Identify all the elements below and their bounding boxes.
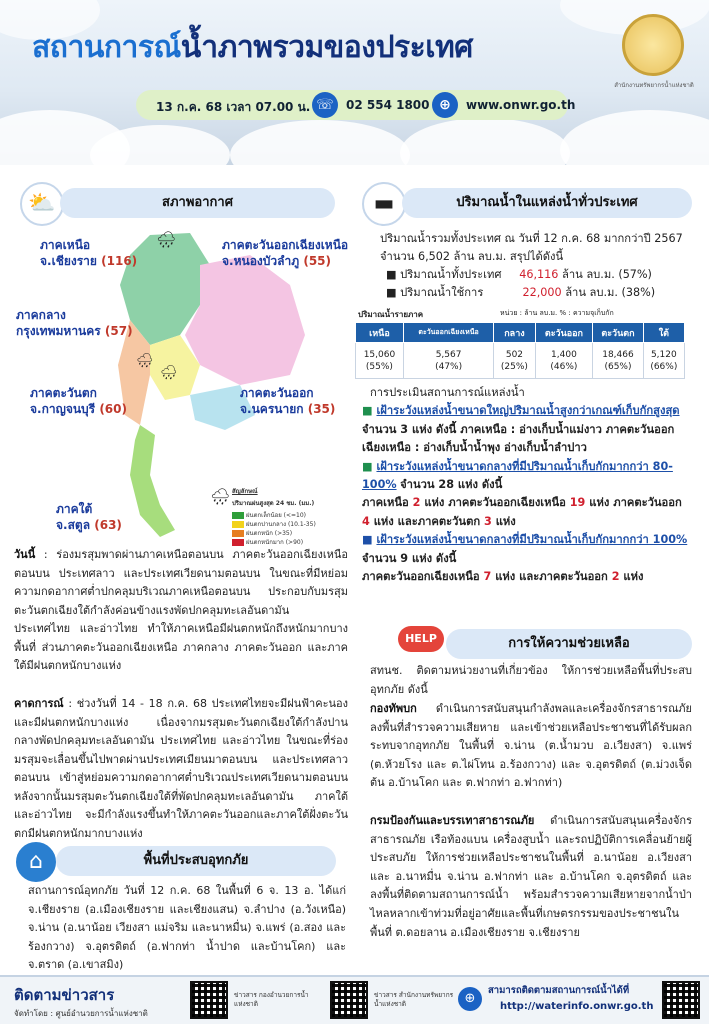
map-south xyxy=(130,425,175,537)
phone-icon: ☏ xyxy=(312,92,338,118)
table-cell: 1,400 (46%) xyxy=(535,343,593,379)
watch-medium-80: ■ เฝ้าระวังแหล่งน้ำขนาดกลางที่มีปริมาณน้ำเก็บกักมากกว่า 80-100% จำนวน 28 แห่ง ดังนี้ xyxy=(362,459,673,492)
table-cell: 18,466 (65%) xyxy=(593,343,643,379)
qr-code-onwr[interactable] xyxy=(330,981,368,1019)
table-caption: ปริมาณน้ำรายภาค xyxy=(358,310,424,319)
watch-large-reservoirs: ■ เฝ้าระวังแหล่งน้ำขนาดใหญ่ปริมาณน้ำสูงกว่าเกณฑ์เก็บกักสูงสุด จำนวน 3 แห่ง ดังนี้ ภาคเหนือ : อ่างเก็บน้ำแม่งาว ภาคตะวันออกเฉียงเหนือ : อ่างเก็บน้ำน้ำพุง อ่างเก็บน้ำลำปาว xyxy=(362,404,680,455)
info-bar xyxy=(136,90,576,120)
map-label-south: ภาคใต้ จ.สตูล (63) xyxy=(56,502,122,532)
weather-forecast-text: คาดการณ์ : ช่วงวันที่ 14 - 18 ก.ค. 68 ประเทศไทยจะมีฝนฟ้าคะนอง และมีฝนตกหนักบางแห่ง เนื่องจากมรสุมตะวันตกเฉียงใต้กำลังปานกลางพัดปกคลุมทะเลอันดามัน ประเทศไทย และอ่าวไทย ในขณะที่ร่องมรสุมจะเลื่อนขึ้นไปพาดผ่านประเทศเมียนมาตอนบน และประเทศลาวตอนบน เข้าสู่หย่อมความกดอากาศต่ำบริเวณประเทศเวียดนามตอนบน หลังจากนั้นมรสุมตะวันตกเฉียงใต้ที่พัดปกคลุมทะเลอันดามัน ภาคใต้ และอ่าวไทย จะมีกำลังแรงขึ้นทำให้ภาคตะวันออกและภาคใต้ฝั่งตะวันตกมีฝนตกหนักมากบางแห่ง xyxy=(14,697,348,840)
globe-icon: ⊕ xyxy=(458,987,482,1011)
map-label-west: ภาคตะวันตก จ.กาญจนบุรี (60) xyxy=(30,386,127,416)
rain-legend xyxy=(232,486,352,546)
watch-medium-80-detail: ภาคเหนือ 2 แห่ง ภาคตะวันออกเฉียงเหนือ 19 แห่ง ภาคตะวันออก 4 แห่ง และภาคตะวันตก 3 แห่ง xyxy=(362,496,682,528)
globe-icon: ⊕ xyxy=(432,92,458,118)
footer-follow: ติดตามข่าวสาร xyxy=(14,986,115,1004)
rain-cloud-icon: 🌧 xyxy=(160,365,178,381)
map-label-northeast: ภาคตะวันออกเฉียงเหนือ จ.หนองบัวลำภู (55) xyxy=(222,238,349,268)
table-header: เหนือ xyxy=(356,323,404,343)
regional-water-table xyxy=(355,322,685,379)
legend-row: ฝนตกปานกลาง (10.1-35) xyxy=(232,519,352,527)
date-time: 13 ก.ค. 68 เวลา 07.00 น. xyxy=(156,100,311,114)
disaster-text: สถานการณ์อุทกภัย วันที่ 12 ก.ค. 68 ในพื้นที่ 6 จ. 13 อ. ได้แก่ จ.เชียงราย (อ.เมืองเชียงราย และเชียงแสน) จ.ลำปาง (อ.วังเหนือ) จ.น่าน (อ.นาน้อย เวียงสา แม่จริม และนาหมื่น) จ.แพร่ (อ.สอง และร้องกวาง) จ.อุตรดิตถ์ (อ.ฟากท่า น้ำปาด และบ้านโคก) และ จ.ตราด (อ.เขาสมิง) xyxy=(28,884,346,971)
legend-title: สัญลักษณ์ xyxy=(232,488,258,495)
weather-today-text: วันนี้ : ร่องมรสุมพาดผ่านภาคเหนือตอนบน ภาคตะวันออกเฉียงเหนือตอนบน ประเทศลาว และประเทศเวียดนามตอนบน ในขณะที่มีหย่อมความกดอากาศต่ำปกคลุมบริเวณภาคเหนือตอนบน ประกอบกับมรสุมตะวันตกเฉียงใต้กำลังค่อนข้างแรงพัดปกคลุมทะเลอันดามัน ประเทศไทย และอ่าวไทย ทำให้ภาคเหนือมีฝนตกหนักถึงหนักมากบางพื้นที่ ส่วนภาคตะวันออกเฉียงเหนือ ภาคกลาง ภาคตะวันออก และภาคใต้มีฝนตกหนักบางแห่ง xyxy=(14,548,348,672)
rain-cloud-icon: 🌧 xyxy=(136,353,154,369)
footer-follow-site: สามารถติดตามสถานการณ์น้ำได้ที่ xyxy=(488,985,630,996)
page-title: สถานการณ์น้ำภาพรวมของประเทศ xyxy=(32,30,473,65)
footer-site-url[interactable]: http://waterinfo.onwr.go.th xyxy=(500,1001,654,1012)
help-ddpm-text: กรมป้องกันและบรรเทาสาธารณภัย ดำเนินการสนับสนุนเครื่องจักรสาธารณภัย เรือท้องแบน เครื่องสูบน้ำ และรถปฏิบัติการเคลื่อนย้ายผู้ประสบภัย ให้การช่วยเหลือประชาชนในพื้นที่ อ.นาน้อย อ.เวียงสา และ อ.นาหมื่น จ.น่าน อ.ฟากท่า และ อ.บ้านโคก จ.อุตรดิตถ์ และลงพื้นที่ติดตามสถานการณ์น้ำ พร้อมสำรวจความเสียหายจากน้ำป่าไหลหลากเข้าท่วมที่อยู่อาศัยและพื้นที่เกษตรกรรมของประชาชนในพื้นที่ ต.ดอยลาน อ.เมืองเชียงราย จ.เชียงราย xyxy=(370,814,692,939)
help-heading: การให้ความช่วยเหลือ xyxy=(446,629,692,659)
legend-row: ฝนตกหนัก (>35) xyxy=(232,528,352,536)
qr-label-onwr: ข่าวสาร สำนักงานทรัพยากรน้ำแห่งชาติ xyxy=(374,991,454,1008)
rain-cloud-icon: 🌧 xyxy=(156,230,177,249)
water-assessment: การประเมินสถานการณ์แหล่งน้ำ ■ เฝ้าระวังแหล่งน้ำขนาดใหญ่ปริมาณน้ำสูงกว่าเกณฑ์เก็บกักสูงสุด จำนวน 3 แห่ง ดังนี้ ภาคเหนือ : อ่างเก็บน้ำแม่งาว ภาคตะวันออกเฉียงเหนือ : อ่างเก็บน้ำน้ำพุง อ่างเก็บน้ำลำปาว ■ เฝ้าระวังแหล่งน้ำขนาดกลางที่มีปริมาณน้ำเก็บกักมากกว่า 80-100% จำนวน 28 แห่ง ดังนี้ ภาคเหนือ 2 แห่ง ภาคตะวันออกเฉียงเหนือ 19 แห่ง ภาคตะวันออก 4 แห่ง และภาคตะวันตก 3 แห่ง ■ เฝ้าระวังแหล่งน้ำขนาดกลางที่มีปริมาณน้ำเก็บกักมากกว่า 100% จำนวน 9 แห่ง ดังนี้ ภาคตะวันออกเฉียงเหนือ 7 แห่ง และภาคตะวันออก 2 แห่ง xyxy=(362,384,692,586)
qr-code-nwc[interactable] xyxy=(190,981,228,1019)
website-link[interactable]: www.onwr.go.th xyxy=(466,98,576,112)
footer-credit: จัดทำโดย : ศูนย์อำนวยการน้ำแห่งชาติ xyxy=(14,1009,148,1018)
table-cell: 502 (25%) xyxy=(494,343,535,379)
map-label-central: ภาคกลาง กรุงเทพมหานคร (57) xyxy=(16,308,133,338)
onwr-logo xyxy=(622,14,684,76)
help-army-text: กองทัพบก ดำเนินการสนับสนุนกำลังพลและเครื่องจักรสาธารณภัยลงพื้นที่สำรวจความเสียหาย และเข้าช่วยเหลือประชาชนที่ได้รับผลกระทบจากอุทกภัย ในพื้นที่ จ.น่าน (ต.น้ำมวบ อ.เวียงสา) จ.แพร่ (ต.ห้วยโรง และ ต.ไผ่โทน อ.ร้องกวาง) และ จ.อุตรดิตถ์ (ต.ม่วงเจ็ดต้น อ.บ้านโคก และ ต.ฟากท่า อ.ฟากท่า) xyxy=(370,702,692,790)
table-row xyxy=(356,343,685,379)
legend-subtitle: ปริมาณฝนสูงสุด 24 ชม. (มม.) xyxy=(232,500,315,507)
qr-code-waterinfo[interactable] xyxy=(662,981,700,1019)
watch-medium-100-detail: ภาคตะวันออกเฉียงเหนือ 7 แห่ง และภาคตะวันออก 2 แห่ง xyxy=(362,570,644,584)
disaster-heading: พื้นที่ประสบอุทกภัย xyxy=(56,846,336,876)
table-cell: 5,120 (66%) xyxy=(643,343,684,379)
legend-row: ฝนตกเล็กน้อย (<=10) xyxy=(232,510,352,518)
table-header: ตะวันออก xyxy=(535,323,593,343)
legend-row: ฝนตกหนักมาก (>90) xyxy=(232,537,352,545)
qr-label-nwc: ข่าวสาร กองอำนวยการน้ำแห่งชาติ xyxy=(234,991,309,1008)
weather-heading: สภาพอากาศ xyxy=(60,188,335,218)
water-summary: ปริมาณน้ำรวมทั้งประเทศ ณ วันที่ 12 ก.ค. 68 มากกว่าปี 2567 จำนวน 6,502 ล้าน ลบ.ม. สรุปได้ดังนี้ ■ ปริมาณน้ำทั้งประเทศ 46,116 ล้าน ลบ.ม. (57%) ■ ปริมาณน้ำใช้การ 22,000 ล้าน ลบ.ม. (38%) xyxy=(380,230,690,302)
phone-number[interactable]: 02 554 1800 xyxy=(346,98,430,112)
table-header: กลาง xyxy=(494,323,535,343)
water-total-row: ■ ปริมาณน้ำทั้งประเทศ 46,116 ล้าน ลบ.ม. (57%) xyxy=(386,268,652,281)
water-usable-row: ■ ปริมาณน้ำใช้การ 22,000 ล้าน ลบ.ม. (38%) xyxy=(386,286,656,299)
table-header: ตะวันตก xyxy=(593,323,643,343)
header-banner xyxy=(0,0,709,165)
rain-cloud-icon: 🌧 xyxy=(210,487,231,506)
table-cell: 15,060 (55%) xyxy=(356,343,404,379)
watch-medium-100: ■ เฝ้าระวังแหล่งน้ำขนาดกลางที่มีปริมาณน้ำเก็บกักมากกว่า 100% จำนวน 9 แห่ง ดังนี้ xyxy=(362,533,688,565)
table-header: ตะวันออกเฉียงเหนือ xyxy=(403,323,493,343)
logo-caption: สำนักงานทรัพยากรน้ำแห่งชาติ xyxy=(614,82,694,89)
table-header: ใต้ xyxy=(643,323,684,343)
flood-house-icon: ⌂ xyxy=(14,840,58,884)
dam-icon: ▬ xyxy=(362,182,406,226)
footer xyxy=(0,975,709,1024)
help-badge: HELP xyxy=(398,626,444,652)
map-label-north: ภาคเหนือ จ.เชียงราย (116) xyxy=(40,238,138,268)
weather-cloud-sun-icon: ⛅ xyxy=(20,182,64,226)
map-northeast xyxy=(185,255,305,385)
map-label-east: ภาคตะวันออก จ.นครนายก (35) xyxy=(240,386,336,416)
water-heading: ปริมาณน้ำในแหล่งน้ำทั่วประเทศ xyxy=(402,188,692,218)
table-unit: หน่วย : ล้าน ลบ.ม. % : ความจุเก็บกัก xyxy=(500,309,614,317)
table-cell: 5,567 (47%) xyxy=(403,343,493,379)
help-intro: สทนช. ติดตามหน่วยงานที่เกี่ยวข้อง ให้การช่วยเหลือพื้นที่ประสบอุทกภัย ดังนี้ xyxy=(370,664,692,696)
